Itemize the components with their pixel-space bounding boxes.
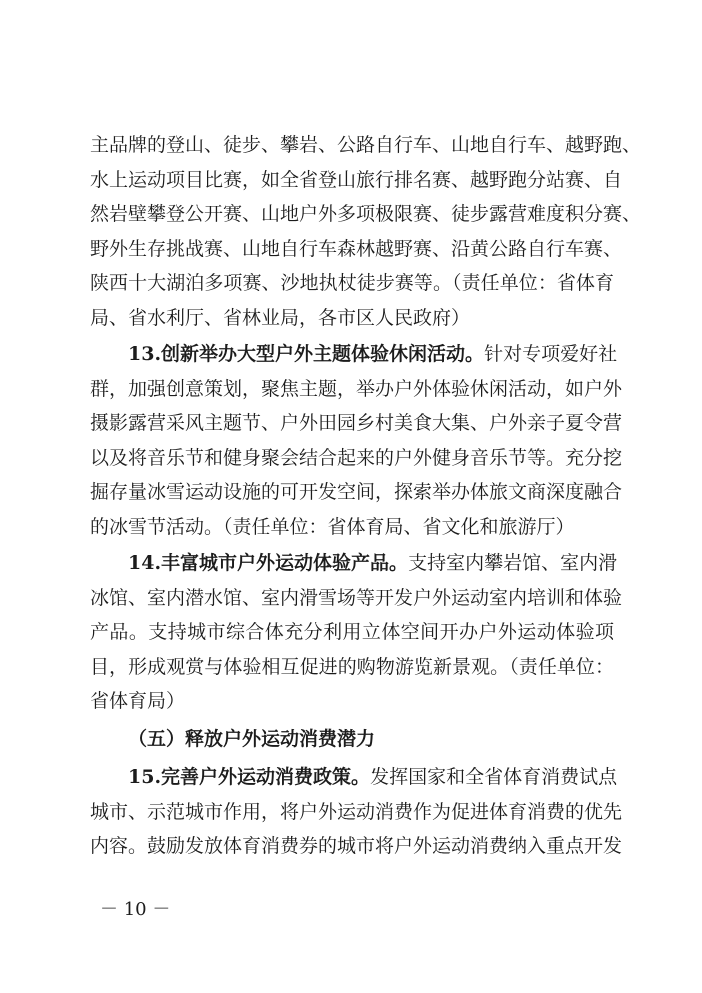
paragraph-line: 城市、示范城市作用，将户外运动消费作为促进体育消费的优先 (90, 801, 623, 823)
paragraph-line: 省体育局） (90, 690, 186, 712)
item-13-heading: 13.创新举办大型户外主题体验休闲活动。 (128, 343, 485, 365)
item-14-heading: 14.丰富城市户外运动体验产品。 (128, 552, 409, 574)
paragraph-line: 内容。鼓励发放体育消费券的城市将户外运动消费纳入重点开发 (90, 835, 623, 857)
item-15-first-line (128, 760, 618, 794)
item-14-first-line (128, 546, 618, 580)
paragraph-line: 冰馆、室内潜水馆、室内滑雪场等开发户外运动室内培训和体验 (90, 587, 623, 609)
item-13-first-line (128, 337, 618, 371)
paragraph-line: 摄影露营采风主题节、户外田园乡村美食大集、户外亲子夏令营 (90, 412, 623, 434)
paragraph-line: 的冰雪节活动。（责任单位：省体育局、省文化和旅游厅） (90, 516, 575, 538)
paragraph-line: 局、省水利厅、省林业局，各市区人民政府） (90, 307, 471, 329)
paragraph-line: 然岩壁攀登公开赛、山地户外多项极限赛、徒步露营难度积分赛、 (90, 203, 642, 225)
paragraph-line: 目，形成观赏与体验相互促进的购物游览新景观。（责任单位： (90, 656, 614, 678)
item-15-text: 发挥国家和全省体育消费试点 (370, 766, 618, 788)
paragraph-line: 产品。支持城市综合体充分利用立体空间开办户外运动体验项 (90, 621, 614, 643)
page-number: － 10 － (100, 899, 171, 920)
paragraph-line: 群，加强创意策划，聚焦主题，举办户外体验休闲活动，如户外 (90, 378, 623, 400)
section-heading: （五）释放户外运动消费潜力 (128, 728, 376, 750)
item-15-heading: 15.完善户外运动消费政策。 (128, 766, 371, 788)
item-13-text: 针对专项爱好社 (484, 343, 618, 365)
item-14-text: 支持室内攀岩馆、室内滑 (408, 552, 618, 574)
paragraph-line: 水上运动项目比赛，如全省登山旅行排名赛、越野跑分站赛、自 (90, 169, 623, 191)
paragraph-line: 以及将音乐节和健身聚会结合起来的户外健身音乐节等。充分挖 (90, 447, 623, 469)
paragraph-line: 主品牌的登山、徒步、攀岩、公路自行车、山地自行车、越野跑、 (90, 134, 642, 156)
paragraph-line: 陕西十大湖泊多项赛、沙地执杖徒步赛等。（责任单位：省体育 (90, 272, 614, 294)
paragraph-line: 野外生存挑战赛、山地自行车森林越野赛、沿黄公路自行车赛、 (90, 238, 623, 260)
paragraph-line: 掘存量冰雪运动设施的可开发空间，探索举办体旅文商深度融合 (90, 481, 623, 503)
